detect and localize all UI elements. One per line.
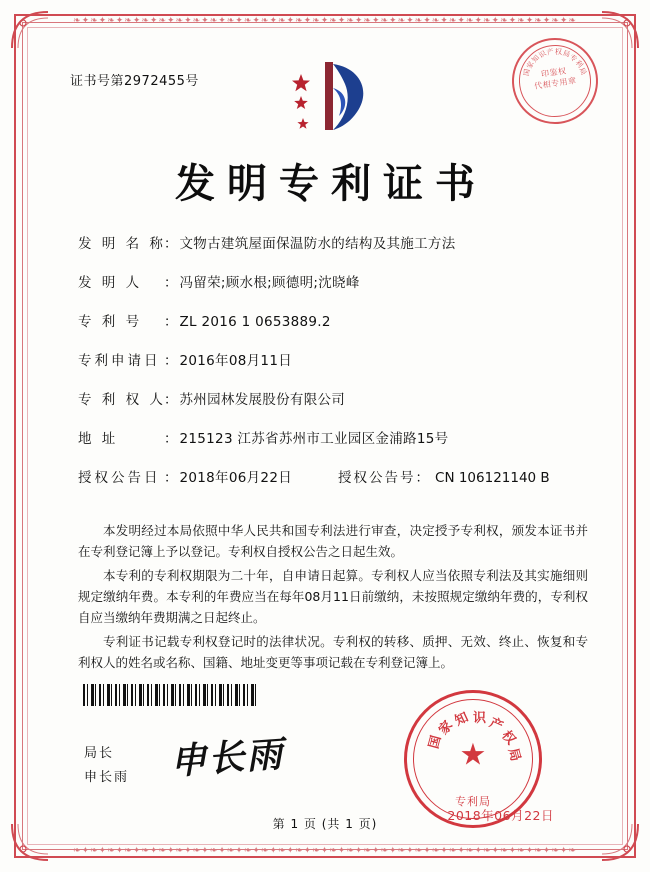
field-value-secondary: CN 106121140 B bbox=[435, 470, 550, 486]
field-value: 215123 江苏省苏州市工业园区金浦路15号 bbox=[179, 431, 449, 447]
field-value: 2018年06月22日 bbox=[179, 470, 293, 486]
field-value: 文物古建筑屋面保温防水的结构及其施工方法 bbox=[179, 236, 456, 252]
paragraph: 本专利的专利权期限为二十年，自申请日起算。专利权人应当依照专利法及其实施细则规定缴纳年费。本专利的年费应当在每年08月11日前缴纳，未按照规定缴纳年费的，专利权自应当缴纳年费期满之日起终止。 bbox=[78, 568, 588, 625]
field-value: 2016年08月11日 bbox=[179, 353, 293, 369]
field-application-date bbox=[78, 349, 588, 369]
field-patentee bbox=[78, 388, 588, 408]
corner-ornament-icon bbox=[10, 10, 50, 50]
field-colon: ： bbox=[164, 431, 178, 447]
seal-star-icon: ★ bbox=[459, 737, 487, 773]
field-invention-name bbox=[78, 232, 588, 252]
border-ornament-bottom: ❧✦❧✦❧✦❧✦❧✦❧✦❧✦❧✦❧✦❧✦❧✦❧✦❧✦❧✦❧✦❧✦❧✦❧✦❧✦❧✦❧✦❧✦❧✦❧✦❧✦❧✦❧✦❧✦❧✦❧ bbox=[73, 846, 577, 856]
certificate-body-text bbox=[78, 520, 588, 676]
field-label: 专利申请日 bbox=[78, 353, 161, 369]
field-colon: ： bbox=[164, 470, 178, 486]
field-value: ZL 2016 1 0653889.2 bbox=[179, 314, 331, 330]
seal-date: 2018年06月22日 bbox=[447, 808, 554, 823]
signature-name: 申长雨 bbox=[84, 770, 130, 785]
paragraph: 专利证书记载专利权登记时的法律状况。专利权的转移、质押、无效、终止、恢复和专利权人的姓名或名称、国籍、地址变更等事项记载在专利登记簿上。 bbox=[78, 634, 588, 670]
page-footer: 第 1 页 (共 1 页) bbox=[272, 817, 378, 831]
handwritten-signature: 申长雨 bbox=[168, 733, 286, 783]
field-label: 发 明 名 称 bbox=[78, 236, 166, 252]
field-address bbox=[78, 427, 588, 447]
page-title: 发明专利证书 bbox=[175, 160, 487, 207]
paragraph: 本发明经过本局依照中华人民共和国专利法进行审查，决定授予专利权，颁发本证书并在专利登记簿上予以登记。专利权自授权公告之日起生效。 bbox=[78, 523, 588, 559]
field-label: 专 利 权 人 bbox=[78, 392, 166, 408]
barcode bbox=[83, 684, 258, 706]
certificate-fields bbox=[78, 232, 588, 505]
border-ornament-top: ❧✦❧✦❧✦❧✦❧✦❧✦❧✦❧✦❧✦❧✦❧✦❧✦❧✦❧✦❧✦❧✦❧✦❧✦❧✦❧✦❧✦❧✦❧✦❧✦❧✦❧✦❧✦❧✦❧✦❧ bbox=[73, 16, 577, 26]
seal-bottom-word: 专利局 bbox=[455, 795, 491, 808]
office-stamp-top bbox=[506, 32, 603, 129]
corner-ornament-icon bbox=[600, 10, 640, 50]
stamp-center-text: 印鉴权 代相专用章 bbox=[533, 66, 578, 91]
field-value: 苏州园林发展股份有限公司 bbox=[179, 392, 346, 408]
field-colon: ： bbox=[164, 392, 178, 408]
field-colon: ： bbox=[164, 314, 178, 330]
field-colon: ： bbox=[164, 353, 178, 369]
field-label: 专 利 号 bbox=[78, 314, 143, 330]
field-colon: ： bbox=[164, 236, 178, 252]
official-seal-bottom: 国 家 知 识 产 权 局 ★ 专利局 bbox=[404, 690, 542, 828]
field-colon-secondary: ： bbox=[415, 470, 430, 486]
field-inventors bbox=[78, 271, 588, 291]
field-colon: ： bbox=[164, 275, 178, 291]
field-label: 地 址 bbox=[78, 431, 119, 447]
field-value: 冯留荣;顾水根;顾德明;沈晓峰 bbox=[179, 275, 360, 291]
signature-role-label: 局长 bbox=[84, 746, 115, 761]
field-grant-announcement bbox=[78, 466, 588, 486]
patent-office-logo-icon bbox=[287, 58, 377, 140]
field-label: 发 明 人 bbox=[78, 275, 143, 291]
certificate-number: 证书号第2972455号 bbox=[70, 74, 199, 89]
field-patent-number bbox=[78, 310, 588, 330]
field-label: 授权公告日 bbox=[78, 470, 161, 486]
stamp-arc-text: 国 家 知 识 产 权 局 专 利 局 bbox=[522, 47, 588, 77]
field-label-secondary: 授权公告号 bbox=[338, 470, 416, 486]
